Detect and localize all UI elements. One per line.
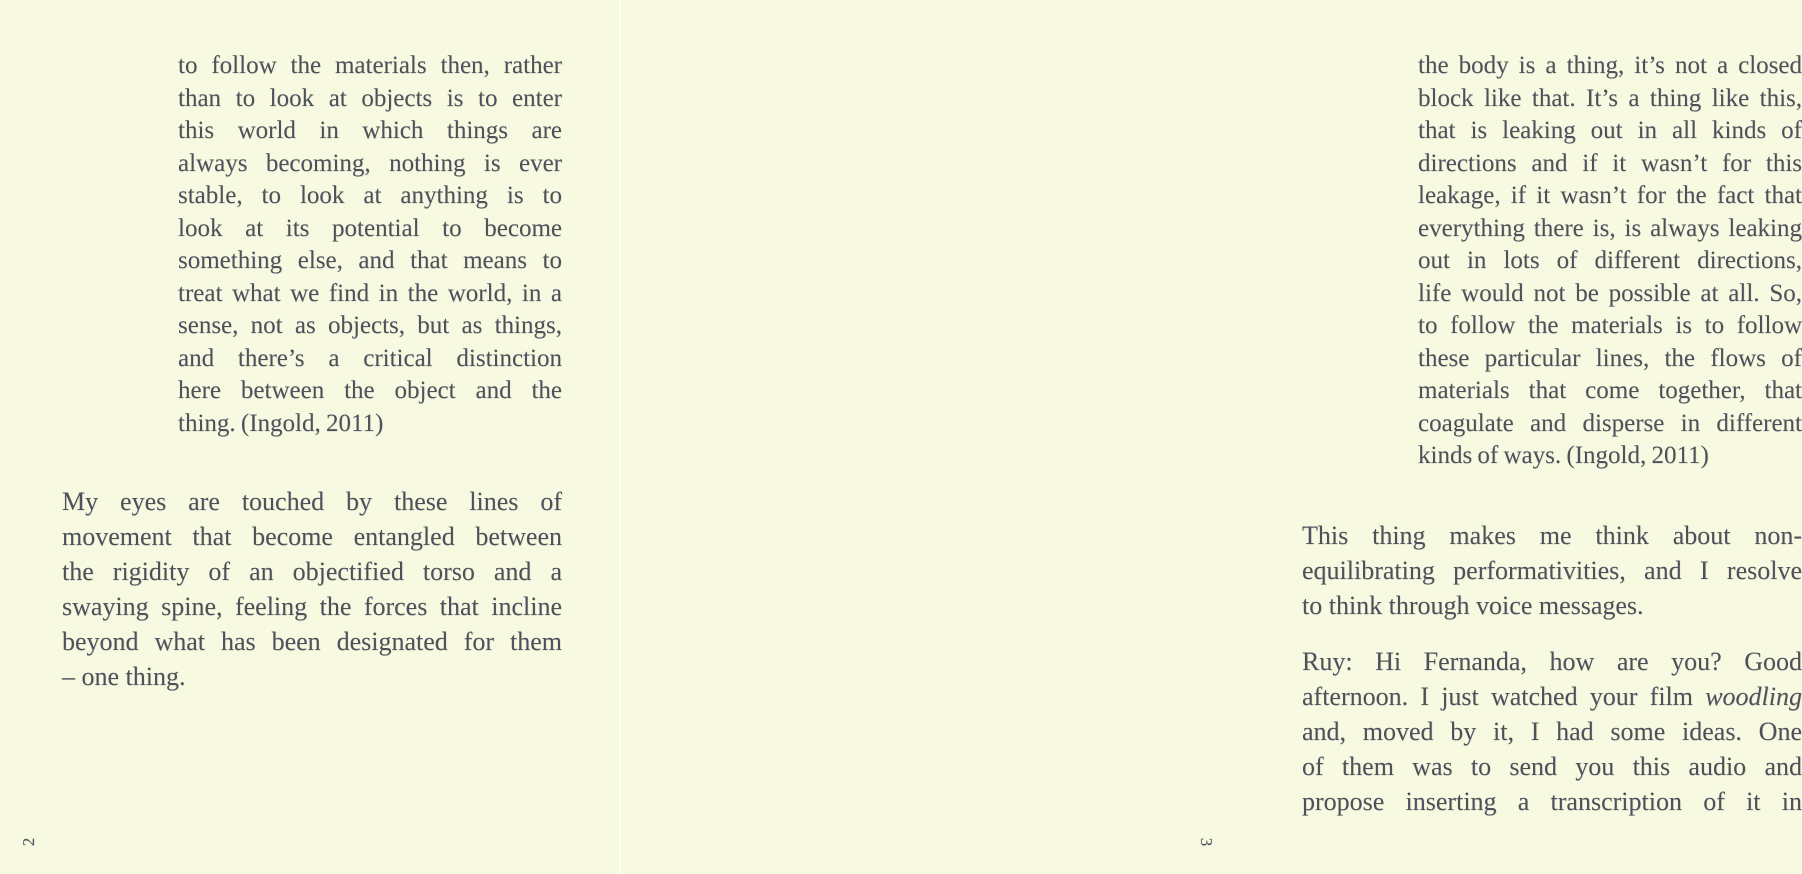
text-line: out in lots of different directions, (1418, 247, 1802, 274)
right-page (620, 0, 1802, 874)
text-line: stable, to look at anything is to (178, 182, 562, 209)
text-line: materials that come together, that (1418, 377, 1802, 404)
left-page-paragraph (62, 484, 562, 694)
text-line: of them was to send you this audio and (1302, 752, 1802, 781)
page-number-left: 2 (19, 837, 38, 847)
text-line: always becoming, nothing is ever (178, 149, 562, 177)
text-line: afternoon. I just watched your film woodling (1302, 682, 1802, 711)
text-line: that is leaking out in all kinds of (1418, 117, 1802, 144)
text-line: – one thing. (62, 662, 186, 691)
left-page (0, 0, 620, 874)
text-line: everything there is, is always leaking (1418, 214, 1802, 242)
text-line: than to look at objects is to enter (178, 84, 562, 112)
text-line: kinds of ways. (Ingold, 2011) (1418, 442, 1709, 469)
text-line: Ruy: Hi Fernanda, how are you? Good (1302, 647, 1802, 676)
text-line: look at its potential to become (178, 214, 562, 242)
text-line: to follow the materials then, rather (178, 52, 562, 79)
text-line: My eyes are touched by these lines of (62, 487, 562, 516)
text-line: propose inserting a transcription of it in (1302, 787, 1802, 816)
text-line: equilibrating performativities, and I resolve (1302, 556, 1802, 585)
left-page-block-quote (178, 50, 562, 440)
text-line: coagulate and disperse in different (1418, 409, 1802, 437)
text-line: leakage, if it wasn’t for the fact that (1418, 182, 1802, 209)
text-line: thing. (Ingold, 2011) (178, 409, 384, 437)
text-line: and, moved by it, I had some ideas. One (1302, 717, 1802, 746)
right-page-paragraph-ruy-message (1302, 644, 1802, 819)
text-line: beyond what has been designated for them (62, 627, 562, 656)
text-line: treat what we find in the world, in a (178, 279, 562, 307)
text-line: the rigidity of an objectified torso and a (62, 557, 562, 586)
text-line: block like that. It’s a thing like this, (1418, 84, 1802, 112)
text-line: This thing makes me think about non- (1302, 521, 1802, 550)
text-line: movement that become entangled between (62, 522, 562, 551)
text-line: to think through voice messages. (1302, 591, 1644, 620)
text-line: the body is a thing, it’s not a closed (1418, 52, 1802, 79)
text-line: sense, not as objects, but as things, (178, 312, 562, 339)
text-line: this world in which things are (178, 117, 562, 144)
page-number-right: 3 (1197, 837, 1216, 847)
right-page-paragraph-voice-messages (1302, 518, 1802, 623)
text-line: these particular lines, the flows of (1418, 344, 1802, 372)
page-gutter-divider (619, 0, 621, 874)
text-line: to follow the materials is to follow (1418, 312, 1802, 339)
text-line: here between the object and the (178, 377, 562, 404)
text-line: directions and if it wasn’t for this (1418, 149, 1802, 177)
text-line: swaying spine, feeling the forces that incline (62, 592, 562, 621)
text-line: and there’s a critical distinction (178, 344, 562, 372)
text-line: life would not be possible at all. So, (1418, 279, 1802, 307)
right-page-block-quote (1418, 50, 1802, 473)
text-line: something else, and that means to (178, 247, 562, 274)
